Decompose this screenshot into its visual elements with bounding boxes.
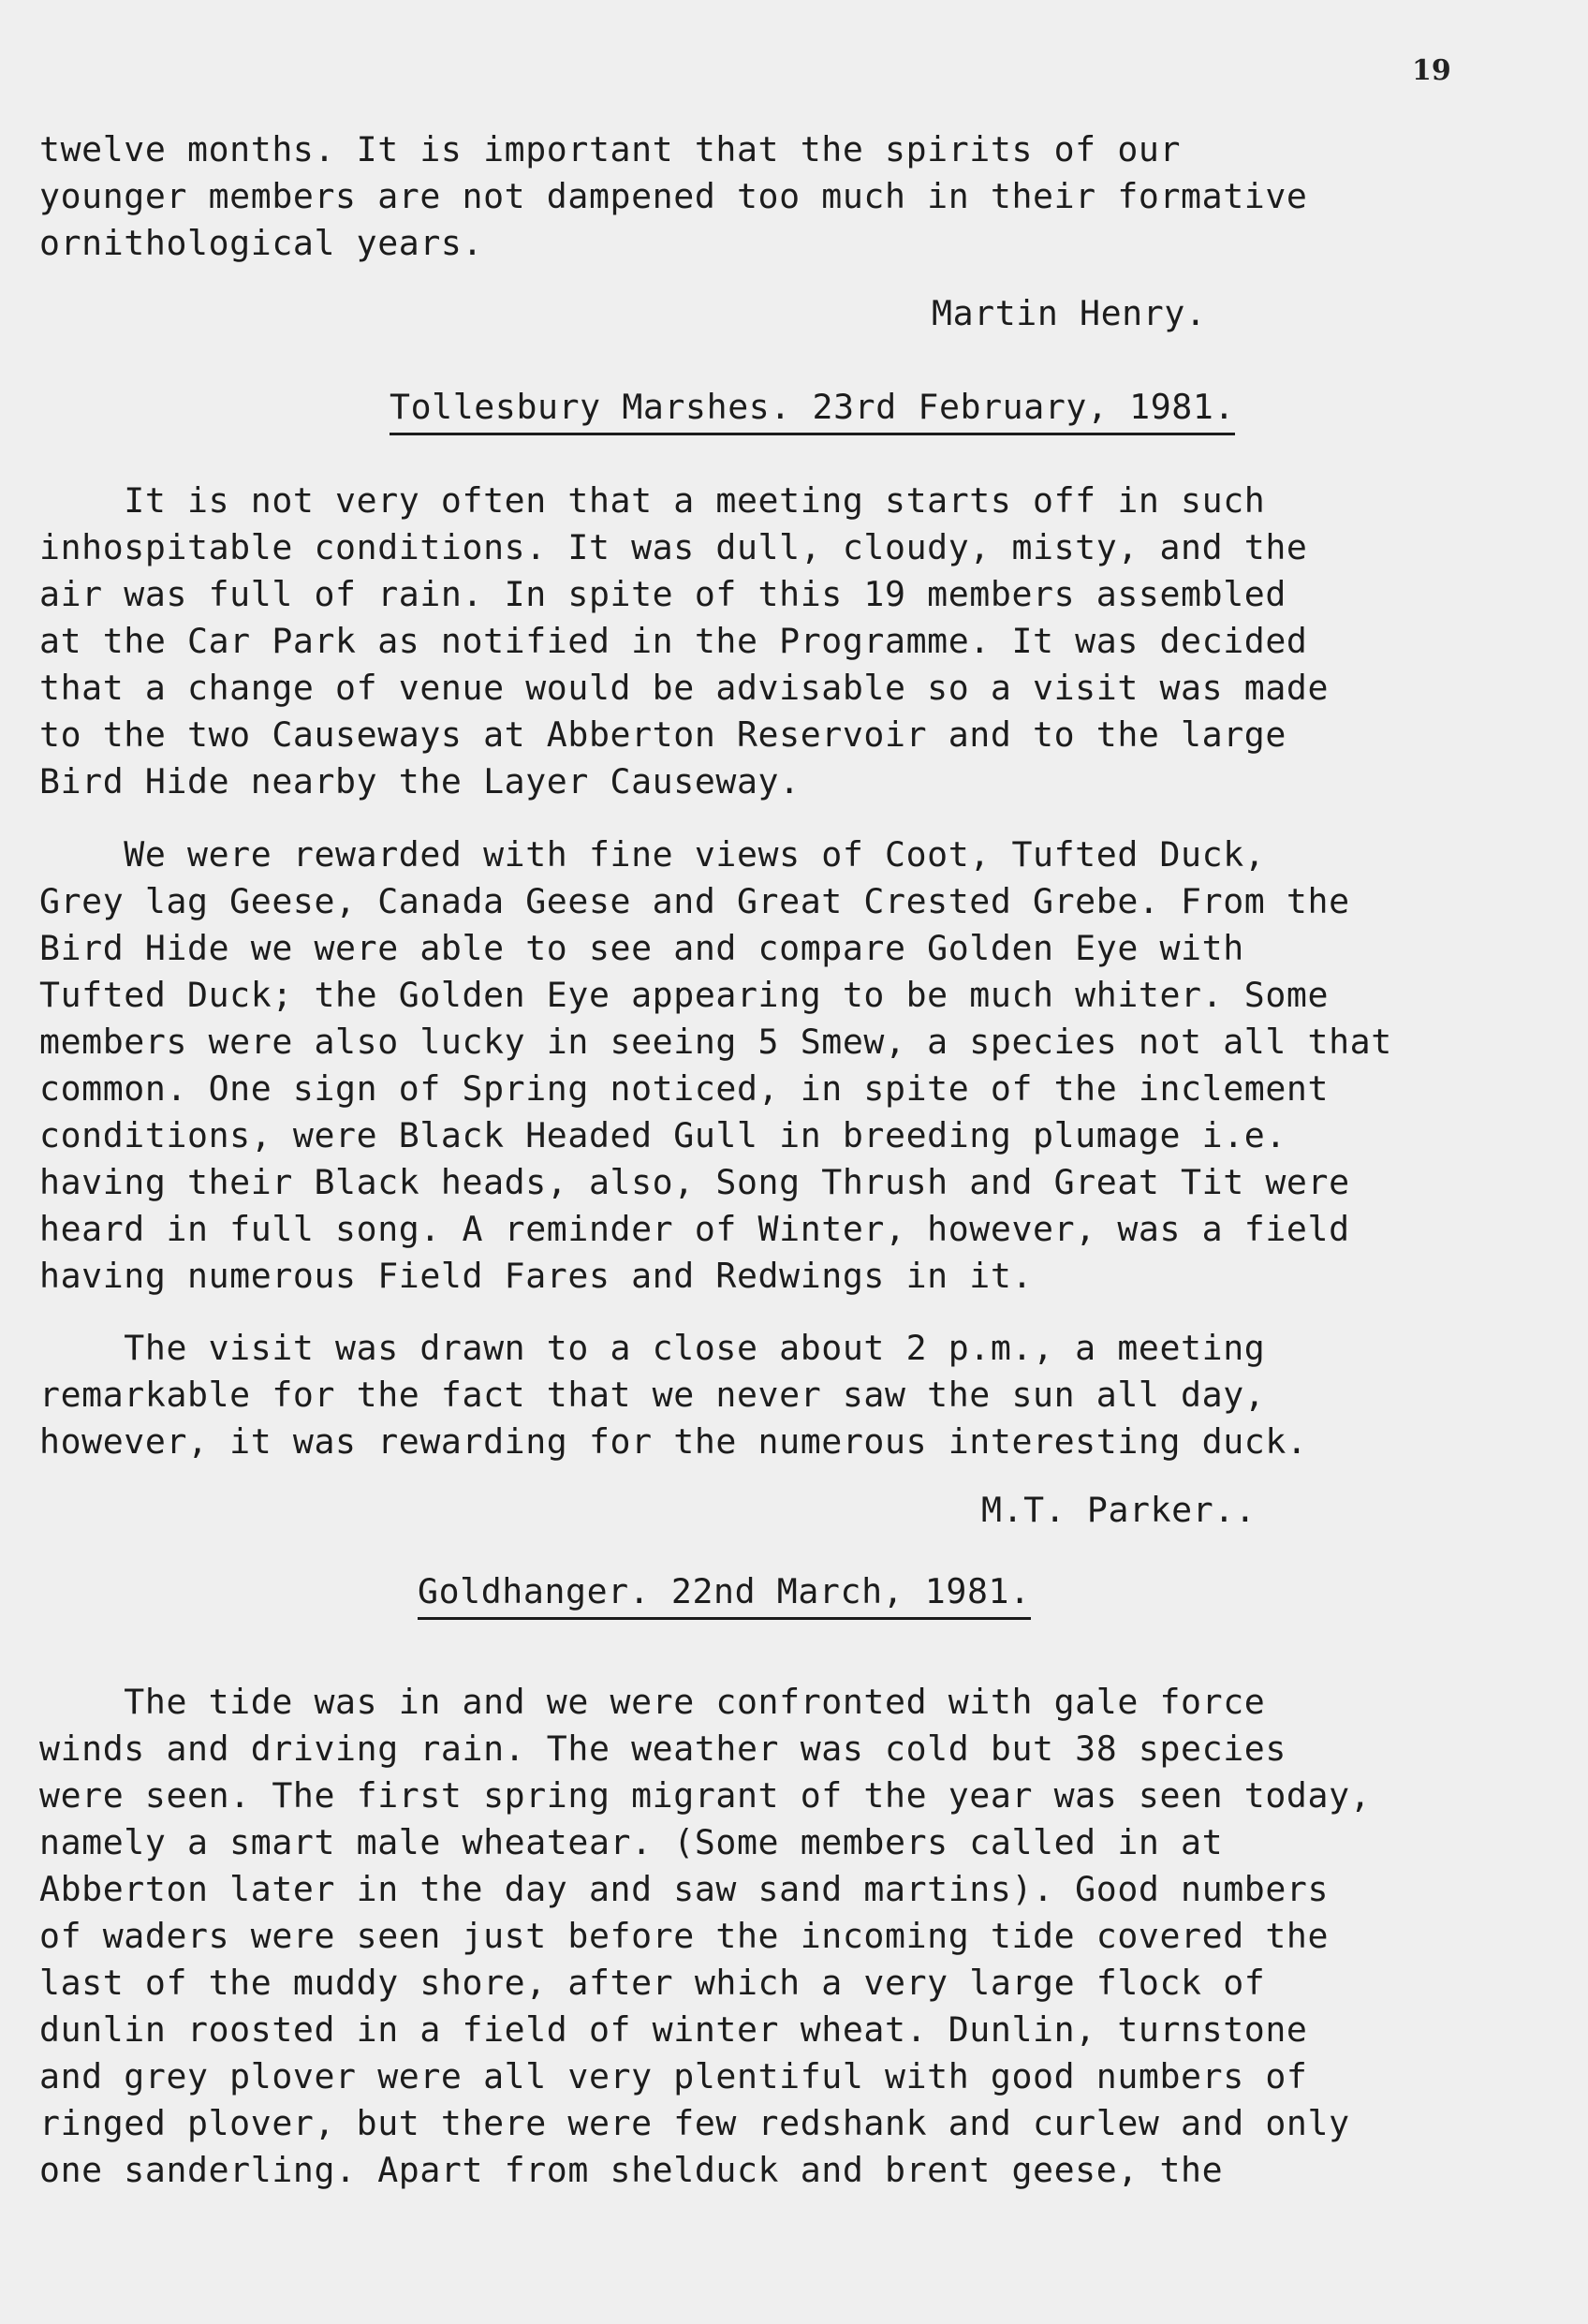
text-line: last of the muddy shore, after which a very large flock of — [39, 1963, 1266, 2003]
text-line: twelve months. It is important that the spirits of our — [39, 129, 1182, 169]
text-line: at the Car Park as notified in the Programme. It was decided — [39, 621, 1308, 661]
text-line: and grey plover were all very plentiful with good numbers of — [39, 2056, 1308, 2096]
text-line: members were also lucky in seeing 5 Smew, a species not all that — [39, 1022, 1392, 1062]
section-heading: Goldhanger. 22nd March, 1981. — [418, 1568, 1031, 1620]
text-line: that a change of venue would be advisable so a visit was made — [39, 668, 1330, 708]
text-line: ringed plover, but there were few redshank and curlew and only — [39, 2103, 1350, 2143]
text-line: Grey lag Geese, Canada Geese and Great Crested Grebe. From the — [39, 881, 1350, 921]
text-line: dunlin roosted in a field of winter wheat. Dunlin, turnstone — [39, 2009, 1308, 2050]
text-line: Tufted Duck; the Golden Eye appearing to be much whiter. Some — [39, 975, 1330, 1015]
text-line: inhospitable conditions. It was dull, cloudy, misty, and the — [39, 527, 1308, 567]
text-line: Abberton later in the day and saw sand martins). Good numbers — [39, 1869, 1330, 1909]
text-line: Bird Hide we were able to see and compare Golden Eye with — [39, 928, 1244, 968]
text-line: to the two Causeways at Abberton Reservoir and to the large — [39, 714, 1287, 755]
signature: Martin Henry. — [932, 293, 1207, 333]
text-line: The tide was in and we were confronted with gale force — [39, 1682, 1266, 1722]
signature: M.T. Parker.. — [981, 1490, 1257, 1530]
text-line: We were rewarded with fine views of Coot, Tufted Duck, — [39, 834, 1266, 875]
text-line: heard in full song. A reminder of Winter, however, was a field — [39, 1209, 1350, 1249]
text-line: ornithological years. — [39, 223, 484, 263]
text-line: air was full of rain. In spite of this 19 members assembled — [39, 574, 1287, 614]
text-line: having numerous Field Fares and Redwings in it. — [39, 1256, 1034, 1296]
text-line: conditions, were Black Headed Gull in breeding plumage i.e. — [39, 1115, 1287, 1155]
text-line: It is not very often that a meeting starts off in such — [39, 480, 1266, 521]
text-line: of waders were seen just before the incoming tide covered the — [39, 1916, 1330, 1956]
text-line: however, it was rewarding for the numerous interesting duck. — [39, 1421, 1308, 1462]
text-line: one sanderling. Apart from shelduck and brent geese, the — [39, 2150, 1224, 2190]
page-number: 19 — [1412, 54, 1451, 87]
text-line: winds and driving rain. The weather was cold but 38 species — [39, 1728, 1287, 1769]
text-line: common. One sign of Spring noticed, in spite of the inclement — [39, 1068, 1330, 1109]
text-line: Bird Hide nearby the Layer Causeway. — [39, 761, 801, 802]
text-line: younger members are not dampened too much in their formative — [39, 176, 1308, 216]
text-line: were seen. The first spring migrant of the year was seen today, — [39, 1775, 1372, 1816]
text-line: namely a smart male wheatear. (Some members called in at — [39, 1822, 1224, 1862]
text-line: remarkable for the fact that we never saw the sun all day, — [39, 1375, 1266, 1415]
text-line: The visit was drawn to a close about 2 p.m., a meeting — [39, 1328, 1266, 1368]
text-line: having their Black heads, also, Song Thrush and Great Tit were — [39, 1162, 1350, 1202]
section-heading: Tollesbury Marshes. 23rd February, 1981. — [390, 384, 1235, 435]
